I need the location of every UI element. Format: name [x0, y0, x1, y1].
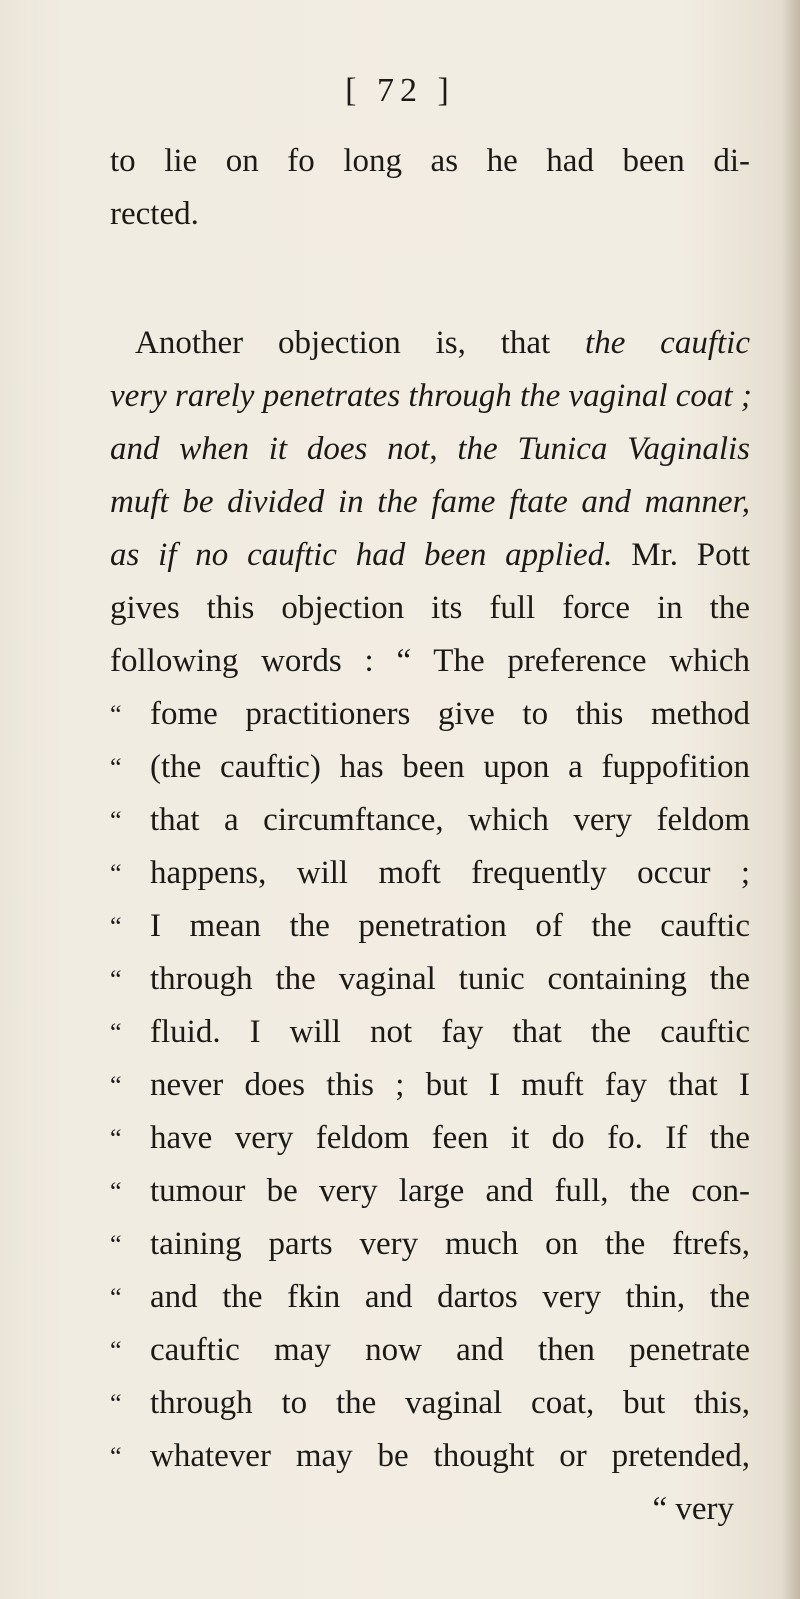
text-line — [110, 529, 750, 582]
quoted-text: fluid. I will not fay that the cauftic — [150, 1014, 750, 1050]
text-line — [110, 317, 750, 370]
quote-mark: “ — [110, 912, 122, 941]
quoted-line — [110, 741, 750, 794]
quoted-line — [110, 688, 750, 741]
quote-mark: “ — [110, 806, 122, 835]
quoted-text: whatever may be thought or pretended, — [150, 1438, 750, 1474]
catchword: “ very — [652, 1491, 734, 1527]
quoted-line — [110, 1377, 750, 1430]
quote-mark: “ — [110, 1177, 122, 1206]
roman-run: following words : “ The preference which — [110, 643, 750, 679]
quoted-text: I mean the penetration of the cauftic — [150, 908, 750, 944]
page-text — [110, 135, 750, 1536]
quoted-line — [110, 1165, 750, 1218]
quoted-text: happens, will moft frequently occur ; — [150, 855, 750, 891]
roman-run: Mr. Pott — [612, 537, 750, 573]
quoted-text: fome practitioners give to this method — [150, 696, 750, 732]
quoted-text: cauftic may now and then penetrate — [150, 1332, 750, 1368]
quote-mark: “ — [110, 753, 122, 782]
page-number: [ 72 ] — [345, 72, 455, 109]
italic-run: the Tunica Vaginalis — [457, 431, 750, 467]
text-line — [110, 370, 750, 423]
quote-mark: “ — [110, 965, 122, 994]
quoted-text: have very feldom feen it do fo. If the — [150, 1120, 750, 1156]
text-line: to lie on fo long as he had been di- — [110, 143, 750, 179]
quote-mark: “ — [110, 1071, 122, 1100]
paragraph — [110, 317, 750, 688]
text-line — [110, 423, 750, 476]
roman-run: Another objection is, that — [135, 325, 586, 361]
quoted-text: never does this ; but I muft fay that I — [150, 1067, 750, 1103]
quote-mark: “ — [110, 1336, 122, 1365]
quoted-text: tumour be very large and full, the con- — [150, 1173, 750, 1209]
quoted-line — [110, 900, 750, 953]
quote-mark: “ — [110, 700, 122, 729]
quoted-line — [110, 1324, 750, 1377]
quoted-line — [110, 953, 750, 1006]
roman-run: gives this objection its full force in the — [110, 590, 750, 626]
quoted-line — [110, 1006, 750, 1059]
quoted-text: (the cauftic) has been upon a fuppofition — [150, 749, 750, 785]
quoted-line — [110, 847, 750, 900]
italic-run: and when it does not — [110, 431, 430, 467]
quoted-text: taining parts very much on the ftrefs, — [150, 1226, 750, 1262]
text-line — [110, 582, 750, 635]
quoted-text: and the fkin and dartos very thin, the — [150, 1279, 750, 1315]
quoted-line — [110, 1218, 750, 1271]
quoted-line — [110, 1112, 750, 1165]
quote-mark: “ — [110, 1283, 122, 1312]
quoted-text: that a circumftance, which very feldom — [150, 802, 750, 838]
quoted-text: through the vaginal tunic containing the — [150, 961, 750, 997]
quote-mark: “ — [110, 1124, 122, 1153]
quoted-line — [110, 794, 750, 847]
italic-run: very rarely penetrates through the vaginal coat ; — [110, 378, 752, 414]
quoted-text: through to the vaginal coat, but this, — [150, 1385, 750, 1421]
italic-run: muft be divided in the fame ftate and manner, — [110, 484, 750, 520]
roman-run: , — [429, 431, 458, 467]
quote-mark: “ — [110, 1389, 122, 1418]
quoted-line — [110, 1059, 750, 1112]
paragraph-gap — [110, 241, 750, 317]
quoted-line — [110, 1430, 750, 1483]
page-edge-shadow — [782, 0, 800, 1599]
text-line — [110, 635, 750, 688]
quoted-line — [110, 1271, 750, 1324]
italic-run: the cauftic — [585, 325, 750, 361]
quote-mark: “ — [110, 859, 122, 888]
text-line — [110, 476, 750, 529]
quotation — [110, 688, 750, 1483]
quote-mark: “ — [110, 1230, 122, 1259]
italic-run: as if no cauftic had been applied. — [110, 537, 613, 573]
quote-mark: “ — [110, 1442, 122, 1471]
text-line: rected. — [110, 196, 199, 232]
quote-mark: “ — [110, 1018, 122, 1047]
